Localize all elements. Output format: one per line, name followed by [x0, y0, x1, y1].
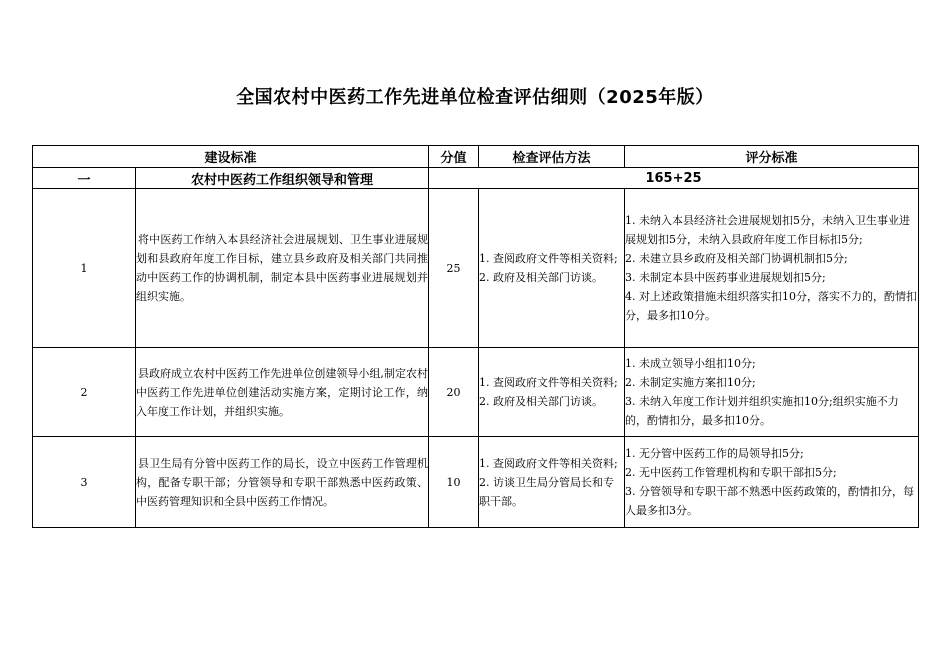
section-number: 一 — [33, 168, 136, 189]
section-row — [33, 168, 919, 189]
table-row — [33, 348, 919, 437]
rule-item: 1. 无分管中医药工作的局领导扣5分; — [625, 447, 804, 460]
row-number: 3 — [33, 437, 136, 528]
header-standard: 建设标准 — [33, 146, 429, 168]
rule-item: 3. 未制定本县中医药事业进展规划扣5分; — [625, 271, 826, 284]
rule-item: 2. 未建立县乡政府及相关部门协调机制扣5分; — [625, 252, 848, 265]
table-row — [33, 189, 919, 348]
row-method — [479, 189, 625, 348]
row-standard: 将中医药工作纳入本县经济社会进展规划、卫生事业进展规划和县政府年度工作目标，建立县乡政府及相关部门共同推动中医药工作的协调机制，制定本县中医药事业进展规划并组织实施。 — [136, 189, 429, 348]
row-number: 1 — [33, 189, 136, 348]
row-rules — [625, 189, 919, 348]
section-name: 农村中医药工作组织领导和管理 — [136, 168, 429, 189]
row-standard: 县政府成立农村中医药工作先进单位创建领导小组,制定农村中医药工作先进单位创建活动实施方案，定期讨论工作，纳入年度工作计划，并组织实施。 — [136, 348, 429, 437]
rule-item: 2. 无中医药工作管理机构和专职干部扣5分; — [625, 466, 837, 479]
table-row — [33, 437, 919, 528]
table-header-row — [33, 146, 919, 168]
row-method — [479, 348, 625, 437]
rule-item: 3. 未纳入年度工作计划并组织实施扣10分;组织实施不力的，酌情扣分，最多扣10分。 — [625, 395, 899, 427]
method-item: 2. 访谈卫生局分管局长和专职干部。 — [479, 475, 615, 508]
rule-item: 2. 未制定实施方案扣10分; — [625, 376, 756, 389]
method-item: 1. 查阅政府文件等相关资料; — [479, 456, 618, 470]
method-item: 2. 政府及相关部门访谈。 — [479, 395, 604, 408]
row-score: 25 — [429, 189, 479, 348]
page-title: 全国农村中医药工作先进单位检查评估细则（2025年版） — [236, 87, 714, 108]
section-total-score: 165+25 — [429, 168, 919, 189]
rule-item: 4. 对上述政策措施未组织落实扣10分，落实不力的，酌情扣分，最多扣10分。 — [625, 290, 918, 322]
rule-item: 3. 分管领导和专职干部不熟悉中医药政策的，酌情扣分，每人最多扣3分。 — [625, 485, 915, 517]
header-rules: 评分标准 — [625, 146, 919, 168]
header-score: 分值 — [429, 146, 479, 168]
criteria-table — [32, 145, 919, 528]
row-standard: 县卫生局有分管中医药工作的局长，设立中医药工作管理机构，配备专职干部；分管领导和专职干部熟悉中医药政策、中医药管理知识和全县中医药工作情况。 — [136, 437, 429, 528]
method-item: 1. 查阅政府文件等相关资料; — [479, 376, 618, 389]
row-number: 2 — [33, 348, 136, 437]
header-method: 检查评估方法 — [479, 146, 625, 168]
rule-item: 1. 未纳入本县经济社会进展规划扣5分，未纳入卫生事业进展规划扣5分，未纳入县政府年度工作目标扣5分; — [625, 214, 911, 246]
method-item: 1. 查阅政府文件等相关资料; — [479, 252, 618, 265]
row-score: 20 — [429, 348, 479, 437]
row-rules — [625, 437, 919, 528]
row-method — [479, 437, 625, 528]
row-rules — [625, 348, 919, 437]
method-item: 2. 政府及相关部门访谈。 — [479, 271, 604, 284]
row-score: 10 — [429, 437, 479, 528]
rule-item: 1. 未成立领导小组扣10分; — [625, 357, 756, 370]
